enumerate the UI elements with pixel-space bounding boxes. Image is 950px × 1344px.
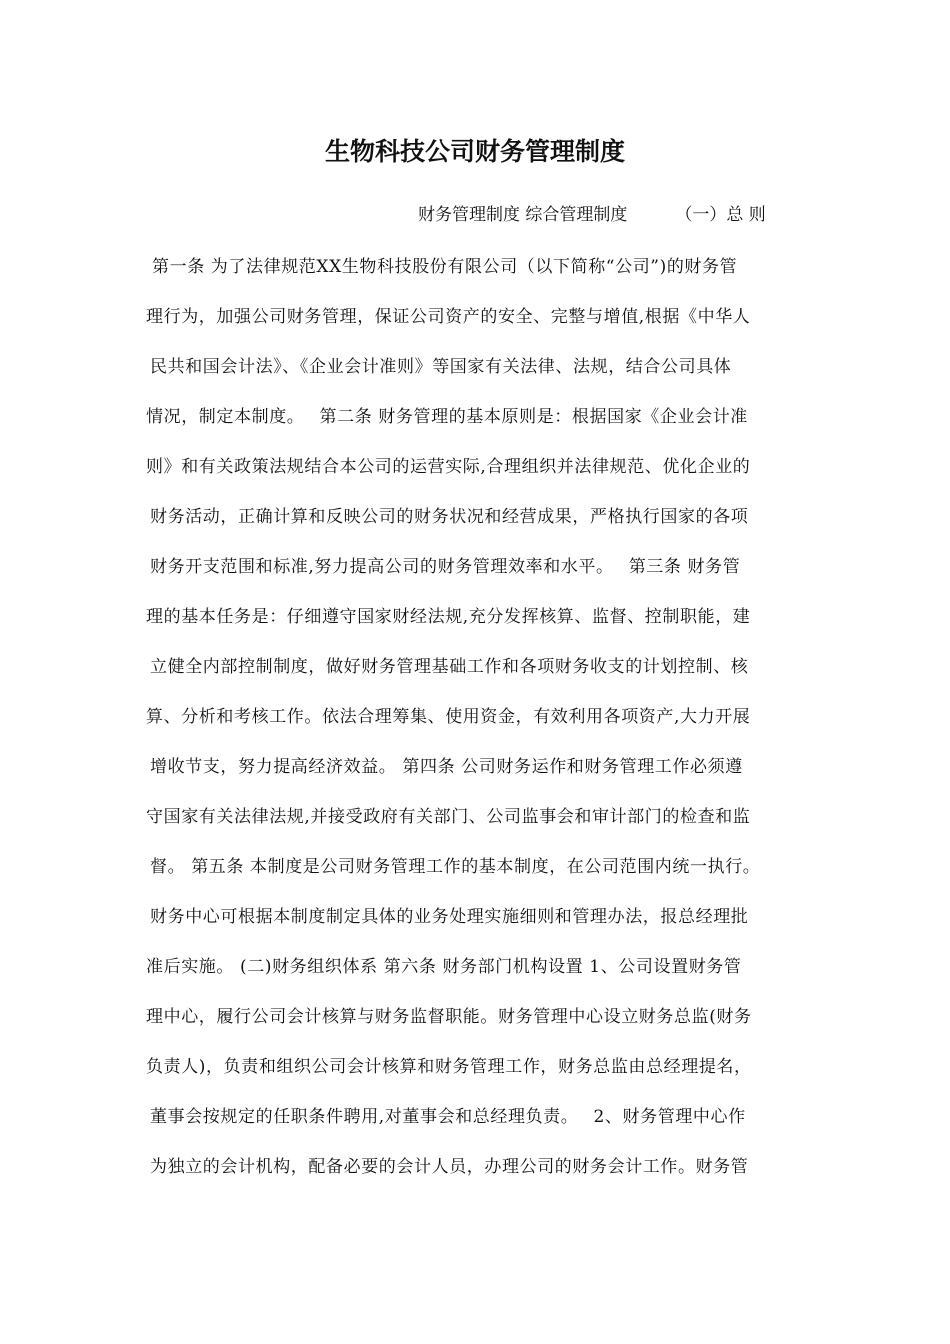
body-line: 守国家有关法律法规,并接受政府有关部门、公司监事会和审计部门的检查和监 — [146, 807, 751, 827]
body-line: 为独立的会计机构，配备必要的会计人员，办理公司的财务会计工作。财务管 — [150, 1157, 749, 1177]
body-line: 第一条 为了法律规范XX生物科技股份有限公司（以下简称“公司”)的财务管 — [152, 257, 738, 277]
body-line: 财务活动，正确计算和反映公司的财务状况和经营成果，严格执行国家的各项 — [150, 507, 749, 527]
body-line: 情况，制定本制度。 第二条 财务管理的基本原则是：根据国家《企业会计准 — [146, 407, 748, 427]
body-line: 董事会按规定的任职条件聘用,对董事会和总经理负责。 2、财务管理中心作 — [150, 1107, 746, 1127]
body-line: 理中心，履行公司会计核算与财务监督职能。财务管理中心设立财务总监(财务 — [146, 1007, 752, 1027]
section-heading-general: （一）总 则 — [675, 205, 766, 225]
body-line: 增收节支，努力提高经济效益。 第四条 公司财务运作和财务管理工作必须遵 — [150, 757, 743, 777]
body-line: 立健全内部控制制度，做好财务管理基础工作和各项财务收支的计划控制、核 — [150, 657, 749, 677]
body-line: 民共和国会计法》、《企业会计准则》等国家有关法律、法规，结合公司具体 — [150, 357, 732, 377]
body-line: 理的基本任务是：仔细遵守国家财经法规,充分发挥核算、监督、控制职能，建 — [146, 607, 751, 627]
document-subtitle — [418, 200, 766, 225]
body-line: 财务开支范围和标准,努力提高公司的财务管理效率和水平。 第三条 财务管 — [150, 557, 741, 577]
body-line: 理行为，加强公司财务管理，保证公司资产的安全、完整与增值,根据《中华人 — [146, 307, 751, 327]
body-line: 财务中心可根据本制度制定具体的业务处理实施细则和管理办法，报总经理批 — [150, 907, 749, 927]
body-line: 则》和有关政策法规结合本公司的运营实际,合理组织并法律规范、优化企业的 — [146, 457, 751, 477]
body-line: 负责人)，负责和组织公司会计核算和财务管理工作，财务总监由总经理提名， — [146, 1057, 752, 1077]
body-line: 算、分析和考核工作。依法合理筹集、使用资金，有效利用各项资产,大力开展 — [146, 707, 751, 727]
body-line: 督。 第五条 本制度是公司财务管理工作的基本制度，在公司范围内统一执行。 — [150, 857, 761, 877]
body-line: 准后实施。 (二)财务组织体系 第六条 财务部门机构设置 1、公司设置财务管 — [146, 957, 742, 977]
subtitle-category: 财务管理制度 综合管理制度 — [418, 205, 628, 225]
document-title: 生物科技公司财务管理制度 — [324, 137, 625, 166]
